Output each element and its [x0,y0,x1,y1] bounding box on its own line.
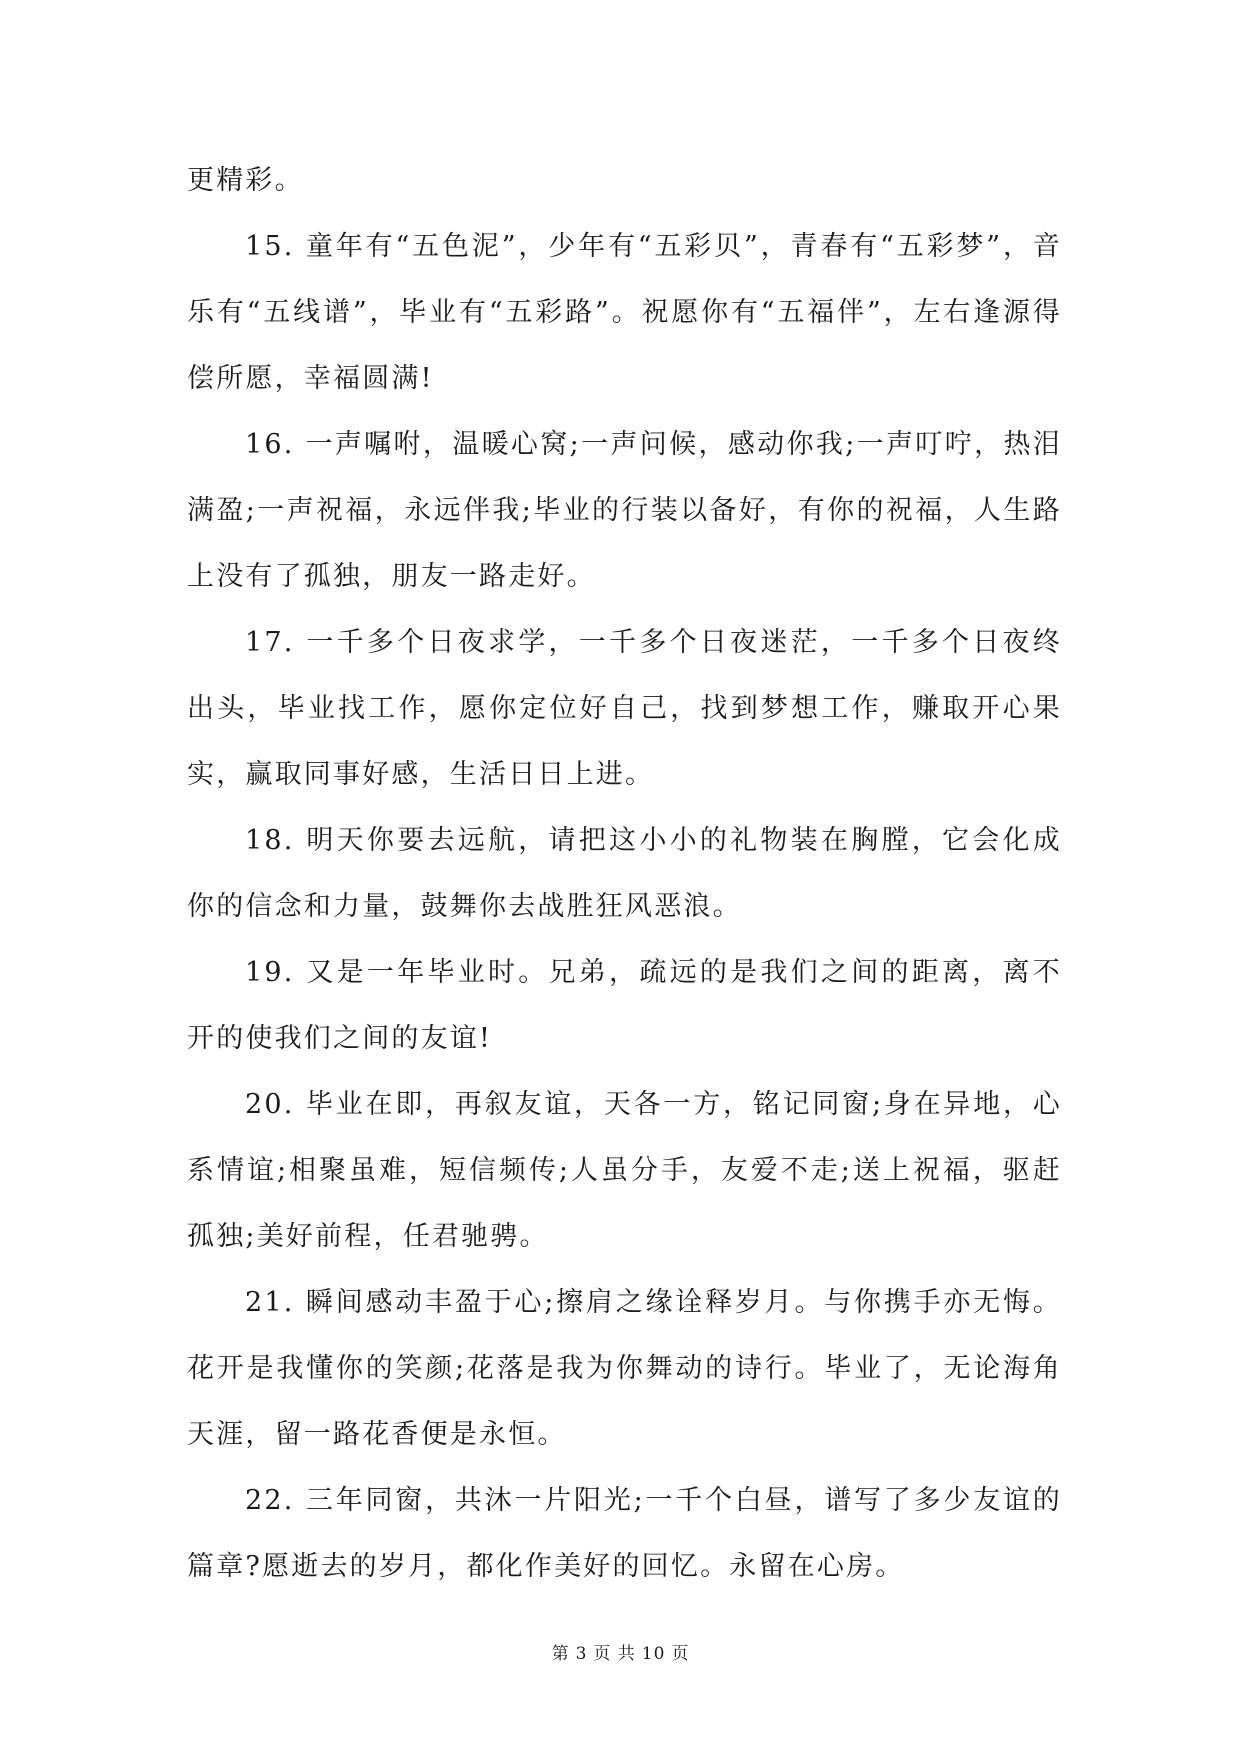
paragraph-item-18: 18. 明天你要去远航，请把这小小的礼物装在胸膛，它会化成你的信念和力量，鼓舞你去战胜狂风恶浪。 [187,825,1062,922]
document-body [187,148,1062,1600]
paragraph-item-22: 22. 三年同窗，共沐一片阳光;一千个白昼，谱写了多少友谊的篇章?愿逝去的岁月，都化作美好的回忆。永留在心房。 [187,1485,1062,1582]
paragraph-item-16: 16. 一声嘱咐，温暖心窝;一声问候，感动你我;一声叮咛，热泪满盈;一声祝福，永远伴我;毕业的行装以备好，有你的祝福，人生路上没有了孤独，朋友一路走好。 [187,429,1062,592]
paragraph-item-17: 17. 一千多个日夜求学，一千多个日夜迷茫，一千多个日夜终出头，毕业找工作，愿你定位好自己，找到梦想工作，赚取开心果实，赢取同事好感，生活日日上进。 [187,627,1062,790]
paragraph-item-15: 15. 童年有“五色泥”，少年有“五彩贝”，青春有“五彩梦”，音乐有“五线谱”，毕业有“五彩路”。祝愿你有“五福伴”，左右逢源得偿所愿，幸福圆满! [187,231,1062,394]
footer-current-page: 3 [575,1644,588,1664]
paragraph-item-20: 20. 毕业在即，再叙友谊，天各一方，铭记同窗;身在异地，心系情谊;相聚虽难，短信频传;人虽分手，友爱不走;送上祝福，驱赶孤独;美好前程，任君驰骋。 [187,1089,1062,1252]
paragraph-item-21: 21. 瞬间感动丰盈于心;擦肩之缘诠释岁月。与你携手亦无悔。花开是我懂你的笑颜;花落是我为你舞动的诗行。毕业了，无论海角天涯，留一路花香便是永恒。 [187,1287,1062,1450]
paragraph-continuation: 更精彩。 [187,165,304,196]
footer-prefix: 第 [551,1644,570,1664]
paragraph-item-19: 19. 又是一年毕业时。兄弟，疏远的是我们之间的距离，离不开的使我们之间的友谊! [187,957,1062,1054]
footer-middle: 页 共 [593,1644,636,1664]
page-footer [0,1639,1241,1664]
footer-suffix: 页 [671,1644,690,1664]
footer-total-pages: 10 [641,1644,666,1664]
